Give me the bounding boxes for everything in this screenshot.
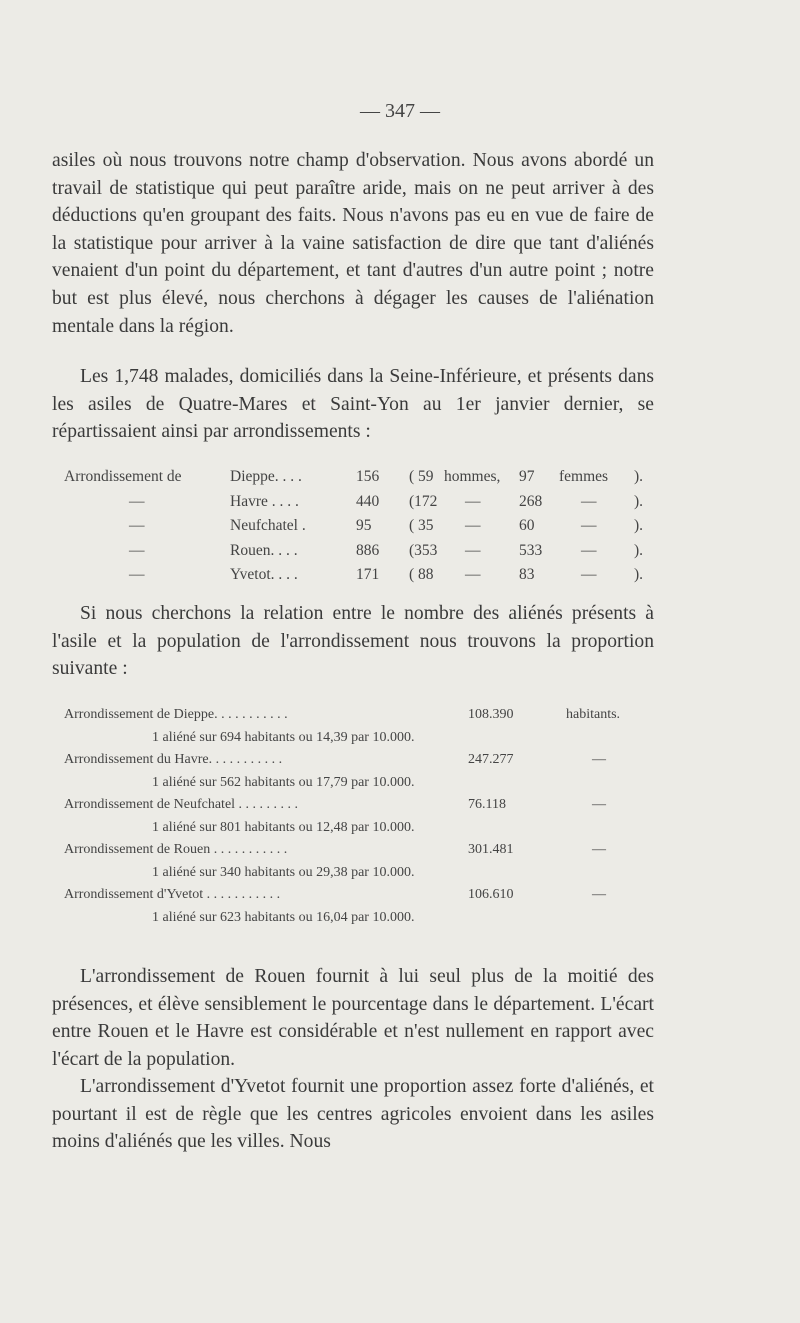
closing-paren: ). xyxy=(634,517,644,534)
population-value: 108.390 xyxy=(468,707,514,722)
ditto-dash: — xyxy=(129,566,145,583)
place-name: Yvetot. . . . xyxy=(230,566,298,583)
ditto-dash: — xyxy=(592,797,606,812)
women-count: 268 xyxy=(519,492,543,510)
ditto-dash: — xyxy=(465,541,481,559)
ditto-dash: — xyxy=(129,492,145,510)
ditto-dash: — xyxy=(581,517,597,534)
ditto-dash: — xyxy=(581,492,597,510)
page-number: — 347 — xyxy=(360,100,440,122)
arrondissement-name: Arrondissement de Dieppe. . . . . . . . . . . xyxy=(64,707,288,722)
place-name: Havre . . . . xyxy=(230,492,299,510)
ditto-dash: — xyxy=(592,842,606,857)
population-unit: habitants. xyxy=(566,707,621,722)
closing-paren: ). xyxy=(634,468,644,485)
men-count: ( 59 xyxy=(409,468,434,485)
ditto-dash: — xyxy=(129,541,145,559)
total-count: 156 xyxy=(356,468,380,485)
total-count: 440 xyxy=(356,492,380,510)
paragraph-1: asiles où nous trouvons notre champ d'observation. Nous avons abordé un travail de statistique qui peut paraître aride, mais on ne peut arriver à des déductions qu'en groupant des faits. Nous n'avons pas eu en vue de faire de la statistique pour arriver à la vaine satisfaction de dire que tant d'aliénés venaient d'un point du département, et tant d'autres d'un autre point ; notre but est plus élevé, nous cherchons à dégager les causes de l'aliénation mentale dans la région. xyxy=(52,150,654,337)
total-count: 171 xyxy=(356,566,380,583)
women-count: 533 xyxy=(519,541,543,559)
men-count: ( 35 xyxy=(409,517,434,534)
men-label: hommes, xyxy=(444,468,501,485)
ratio-line: 1 aliéné sur 340 habitants ou 29,38 par 10.000. xyxy=(152,864,415,880)
ratio-line: 1 aliéné sur 694 habitants ou 14,39 par 10.000. xyxy=(152,729,415,745)
ratio-line: 1 aliéné sur 562 habitants ou 17,79 par 10.000. xyxy=(152,774,415,790)
paragraph-4: L'arrondissement de Rouen fournit à lui seul plus de la moitié des présences, et élève sensiblement le pourcentage dans le département. L'écart entre Rouen et le Havre est considérable et n'est nullement en rapport avec l'écart de la population. xyxy=(52,966,654,1070)
ratio-line: 1 aliéné sur 623 habitants ou 16,04 par 10.000. xyxy=(152,909,415,925)
closing-paren: ). xyxy=(634,492,644,510)
paragraph-5: L'arrondissement d'Yvetot fournit une proportion assez forte d'aliénés, et pourtant il est de règle que les centres agricoles envoient dans les asiles moins d'aliénés que les villes. Nous xyxy=(52,1076,654,1153)
row-label: Arrondissement de xyxy=(64,468,182,485)
ratio-line: 1 aliéné sur 801 habitants ou 12,48 par 10.000. xyxy=(152,819,415,835)
ditto-dash: — xyxy=(465,492,481,510)
ditto-dash: — xyxy=(465,566,481,583)
ditto-dash: — xyxy=(581,541,597,559)
population-value: 301.481 xyxy=(468,842,514,857)
total-count: 95 xyxy=(356,517,372,534)
women-label: femmes xyxy=(559,468,609,485)
ditto-dash: — xyxy=(592,887,606,902)
ditto-dash: — xyxy=(581,566,597,583)
women-count: 97 xyxy=(519,468,535,485)
paragraph-3: Si nous cherchons la relation entre le nombre des aliénés présents à l'asile et la population de l'arrondissement nous trouvons la proportion suivante : xyxy=(52,603,654,680)
arrondissement-name: Arrondissement de Rouen . . . . . . . . . . . xyxy=(64,842,288,857)
ditto-dash: — xyxy=(592,752,606,767)
place-name: Rouen. . . . xyxy=(230,541,298,559)
paragraph-2: Les 1,748 malades, domiciliés dans la Seine-Inférieure, et présents dans les asiles de Quatre-Mares et Saint-Yon au 1er janvier dernier, se répartissaient ainsi par arrondissements : xyxy=(52,366,654,443)
women-count: 83 xyxy=(519,566,535,583)
closing-paren: ). xyxy=(634,541,644,559)
ditto-dash: — xyxy=(129,517,145,534)
men-count: ( 88 xyxy=(409,566,434,583)
place-name: Neufchatel . xyxy=(230,517,306,534)
population-value: 76.118 xyxy=(468,797,506,812)
men-count: (172 xyxy=(409,492,438,510)
population-value: 247.277 xyxy=(468,752,514,767)
arrondissement-name: Arrondissement d'Yvetot . . . . . . . . . . . xyxy=(64,887,281,902)
arrondissement-name: Arrondissement du Havre. . . . . . . . . . . xyxy=(64,752,283,767)
total-count: 886 xyxy=(356,541,380,559)
place-name: Dieppe. . . . xyxy=(230,468,302,485)
closing-paren: ). xyxy=(634,566,644,583)
ditto-dash: — xyxy=(465,517,481,534)
men-count: (353 xyxy=(409,541,438,559)
population-value: 106.610 xyxy=(468,887,514,902)
arrondissement-name: Arrondissement de Neufchatel . . . . . . . . . xyxy=(64,797,299,812)
women-count: 60 xyxy=(519,517,535,534)
